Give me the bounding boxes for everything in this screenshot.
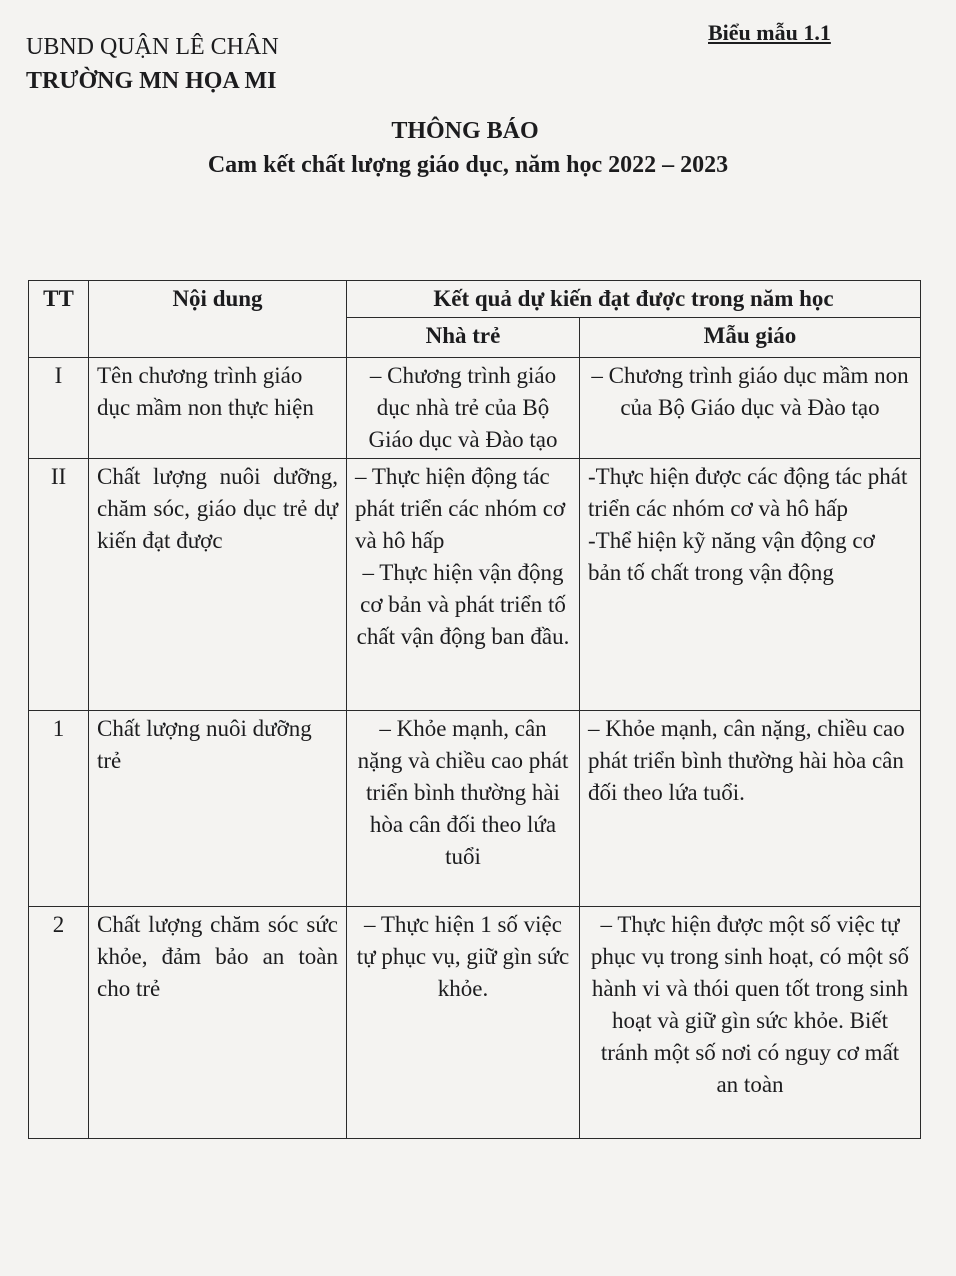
header-nursery: Nhà trẻ	[347, 318, 580, 358]
row-nursery	[347, 358, 580, 459]
nursery-text: – Khỏe mạnh, cân nặng và chiều cao phát triển bình thường hài hòa cân đối theo lứa tuổi	[357, 716, 569, 869]
header-tt: TT	[29, 281, 89, 358]
kindergarten-text: -Thực hiện được các động tác phát triển các nhóm cơ và hô hấp	[588, 464, 908, 521]
table-header-row	[29, 281, 921, 318]
row-number: 1	[29, 711, 89, 907]
row-nursery	[347, 711, 580, 907]
kindergarten-text: -Thể hiện kỹ năng vận động cơ bản tố chất trong vận động	[588, 528, 875, 585]
form-code: Biểu mẫu 1.1	[708, 20, 831, 45]
row-content: Chất lượng chăm sóc sức khỏe, đảm bảo an toàn cho trẻ	[89, 907, 347, 1139]
nursery-text: – Thực hiện vận động cơ bản và phát triển tố chất vận động ban đầu.	[356, 560, 570, 649]
organization-name: UBND QUẬN LÊ CHÂN	[26, 34, 279, 60]
table-row	[29, 358, 921, 459]
header-content: Nội dung	[89, 281, 347, 358]
header-kindergarten: Mẫu giáo	[580, 318, 921, 358]
nursery-text: – Thực hiện động tác phát triển các nhóm cơ và hô hấp	[355, 464, 566, 553]
row-content: Tên chương trình giáo dục mầm non thực hiện	[89, 358, 347, 459]
row-nursery	[347, 459, 580, 711]
kindergarten-text: – Chương trình giáo dục mầm non của Bộ Giáo dục và Đào tạo	[591, 363, 909, 420]
nursery-text: – Thực hiện 1 số việc tự phục vụ, giữ gìn sức khỏe.	[356, 912, 570, 1001]
table-row	[29, 459, 921, 711]
row-number: 2	[29, 907, 89, 1139]
table-row	[29, 711, 921, 907]
kindergarten-text: – Khỏe mạnh, cân nặng, chiều cao phát triển bình thường hài hòa cân đối theo lứa tuổi.	[588, 716, 905, 805]
kindergarten-text: – Thực hiện được một số việc tự phục vụ trong sinh hoạt, có một số hành vi và thói quen tốt trong sinh hoạt và giữ gìn sức khỏe. Biết tránh một số nơi có nguy cơ mất an toàn	[590, 912, 910, 1097]
document-title: THÔNG BÁO	[391, 118, 539, 144]
row-content: Chất lượng nuôi dưỡng, chăm sóc, giáo dục trẻ dự kiến đạt được	[89, 459, 347, 711]
row-kindergarten	[580, 711, 921, 907]
nursery-text: – Chương trình giáo dục nhà trẻ của Bộ Giáo dục và Đào tạo	[368, 363, 558, 452]
row-kindergarten	[580, 459, 921, 711]
row-kindergarten	[580, 358, 921, 459]
row-number: I	[29, 358, 89, 459]
school-name: TRƯỜNG MN HỌA MI	[26, 68, 277, 94]
row-kindergarten	[580, 907, 921, 1139]
row-nursery	[347, 907, 580, 1139]
quality-commitment-table	[28, 280, 921, 1139]
row-content: Chất lượng nuôi dưỡng trẻ	[89, 711, 347, 907]
table-row	[29, 907, 921, 1139]
row-number: II	[29, 459, 89, 711]
header-result: Kết quả dự kiến đạt được trong năm học	[347, 281, 921, 318]
document-subtitle: Cam kết chất lượng giáo dục, năm học 2022 – 2023	[207, 152, 729, 178]
